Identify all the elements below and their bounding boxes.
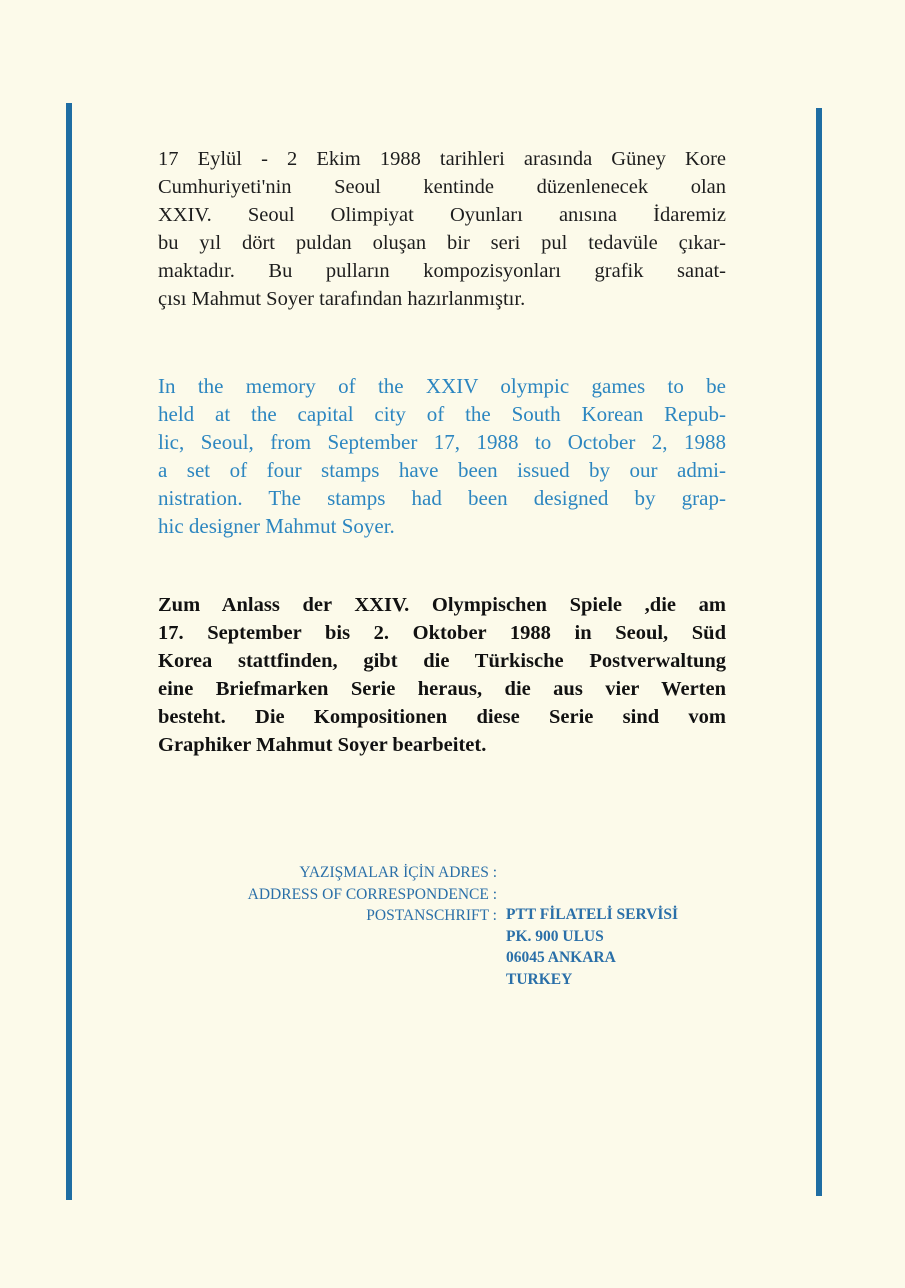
left-border-rule: [66, 103, 72, 1200]
text-line: held at the capital city of the South Korean Repub-: [158, 402, 726, 426]
text-line: 17. September bis 2. Oktober 1988 in Seoul, Süd: [158, 622, 726, 644]
address-line: PTT FİLATELİ SERVİSİ: [506, 906, 679, 923]
text-line: çısı Mahmut Soyer tarafından hazırlanmıştır.: [158, 288, 526, 310]
text-line: In the memory of the XXIV olympic games to be: [158, 374, 726, 398]
text-line: Korea stattfinden, gibt die Türkische Postverwaltung: [158, 650, 726, 672]
text-line: maktadır. Bu pulların kompozisyonları grafik sanat-: [158, 260, 726, 282]
text-line: Zum Anlass der XXIV. Olympischen Spiele ,die am: [158, 594, 726, 616]
english-paragraph: [158, 372, 726, 540]
text-line: Graphiker Mahmut Soyer bearbeitet.: [158, 734, 487, 756]
text-line: lic, Seoul, from September 17, 1988 to October 2, 1988: [158, 430, 726, 454]
address-label-german: POSTANSCHRIFT :: [366, 907, 497, 924]
address-label-turkish: YAZIŞMALAR İÇİN ADRES :: [299, 864, 497, 881]
text-line: eine Briefmarken Serie heraus, die aus vier Werten: [158, 678, 726, 700]
text-line: 17 Eylül - 2 Ekim 1988 tarihleri arasında Güney Kore: [158, 148, 726, 170]
german-paragraph: [158, 591, 726, 759]
text-line: a set of four stamps have been issued by our admi-: [158, 458, 726, 482]
address-line: PK. 900 ULUS: [506, 927, 604, 945]
text-line: besteht. Die Kompositionen diese Serie sind vom: [158, 706, 726, 728]
text-line: hic designer Mahmut Soyer.: [158, 514, 395, 538]
right-border-rule: [816, 108, 822, 1196]
text-line: nistration. The stamps had been designed by grap-: [158, 486, 726, 510]
text-line: XXIV. Seoul Olimpiyat Oyunları anısına İdaremiz: [158, 204, 726, 226]
address-labels: [248, 862, 497, 927]
postal-address: [506, 904, 678, 990]
text-line: bu yıl dört puldan oluşan bir seri pul tedavüle çıkar-: [158, 232, 726, 254]
turkish-paragraph: [158, 145, 726, 313]
text-line: Cumhuriyeti'nin Seoul kentinde düzenlenecek olan: [158, 176, 726, 198]
address-line: 06045 ANKARA: [506, 949, 616, 966]
address-label-english: ADDRESS OF CORRESPONDENCE :: [247, 885, 497, 903]
address-line: TURKEY: [506, 970, 573, 988]
